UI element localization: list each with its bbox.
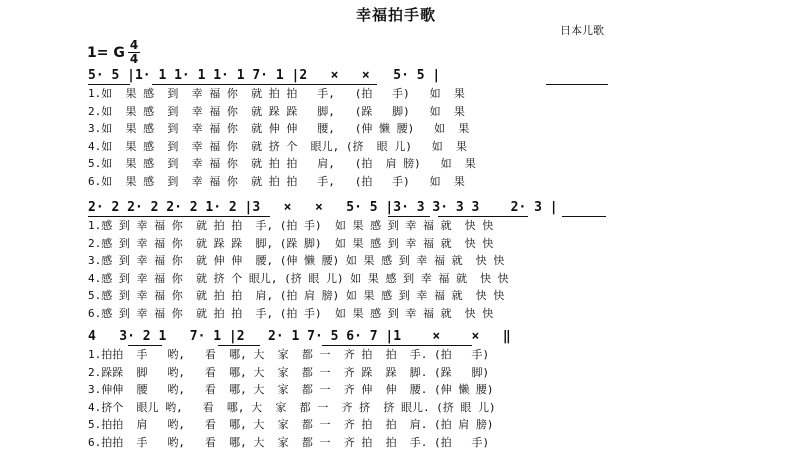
lyric-line-2-1: 1.感 到 幸 福 你 就 拍 拍 手, (拍 手) 如 果 感 到 幸 福 就 快 快 <box>88 219 494 232</box>
lyric-line-3-6: 6.拍拍 手 哟, 看 哪, 大 家 都 一 齐 拍 拍 手. (拍 手) <box>88 435 490 449</box>
score-system-2 <box>88 199 616 322</box>
lyric-line-1-3: 3.如 果 感 到 幸 福 你 就 伸 伸 腰, (伸 懒 腰) 如 果 <box>88 122 470 135</box>
lyric-line-3-3: 3.伸伸 腰 哟, 看 哪, 大 家 都 一 齐 伸 伸 腰. (伸 懒 腰) <box>88 383 494 396</box>
lyric-line-3-2: 2.跺跺 脚 哟, 看 哪, 大 家 都 一 齐 跺 跺 脚. (跺 脚) <box>88 365 490 379</box>
lyric-line-3-4: 4.挤个 眼儿 哟, 看 哪, 大 家 都 一 齐 挤 挤 眼儿. (挤 眼 儿) <box>88 400 496 414</box>
lyric-line-2-5: 5.感 到 幸 福 你 就 拍 拍 肩, (拍 肩 膀) 如 果 感 到 幸 福 就 快 快 <box>88 289 505 302</box>
meter-bottom: 4 <box>129 52 139 66</box>
lyric-line-1-4: 4.如 果 感 到 幸 福 你 就 挤 个 眼儿, (挤 眼 儿) 如 果 <box>88 139 468 153</box>
beam-line <box>218 345 260 346</box>
notation-line-3: 4 3· 2 1 7· 1 |2 2· 1 7· 5 6· 7 |1 × × ‖ <box>88 329 511 344</box>
lyric-line-3-5: 5.拍拍 肩 哟, 看 哪, 大 家 都 一 齐 拍 拍 肩. (拍 肩 膀) <box>88 418 494 431</box>
key-signature: 1= G <box>87 45 125 61</box>
beam-line <box>88 84 130 85</box>
lyric-line-2-3: 3.感 到 幸 福 你 就 伸 伸 腰, (伸 懒 腰) 如 果 感 到 幸 福 就 快 快 <box>88 254 505 267</box>
score-system-1 <box>88 67 616 190</box>
lyric-line-3-1: 1.拍拍 手 哟, 看 哪, 大 家 都 一 齐 拍 拍 手. (拍 手) <box>88 348 490 361</box>
song-credit: 日本儿歌 <box>560 24 604 37</box>
score-system-3 <box>88 328 616 451</box>
beam-line <box>546 84 608 85</box>
beam-line <box>388 216 430 217</box>
beam-line <box>322 345 472 346</box>
notation-line-1: 5· 5 |1· 1 1· 1 1· 1 7· 1 |2 × × 5· 5 | <box>88 68 441 83</box>
lyric-line-2-2: 2.感 到 幸 福 你 就 跺 跺 脚, (跺 脚) 如 果 感 到 幸 福 就 快 快 <box>88 236 494 250</box>
beam-line <box>128 345 162 346</box>
notation-line-2: 2· 2 2· 2 2· 2 1· 2 |3 × × 5· 5 |3· 3 3· 3 3 2· 3 | <box>88 200 558 215</box>
meter-top: 4 <box>129 38 139 52</box>
beam-line <box>152 84 377 85</box>
lyric-line-1-2: 2.如 果 感 到 幸 福 你 就 跺 跺 脚, (跺 脚) 如 果 <box>88 104 465 118</box>
time-signature <box>128 40 140 65</box>
lyric-line-1-5: 5.如 果 感 到 幸 福 你 就 拍 拍 肩, (拍 肩 膀) 如 果 <box>88 157 476 170</box>
song-title: 幸福拍手歌 <box>355 6 436 24</box>
beam-line <box>562 216 606 217</box>
beam-line <box>88 216 270 217</box>
lyric-line-2-6: 6.感 到 幸 福 你 就 拍 拍 手, (拍 手) 如 果 感 到 幸 福 就 快 快 <box>88 306 494 320</box>
lyric-line-1-1: 1.如 果 感 到 幸 福 你 就 拍 拍 手, (拍 手) 如 果 <box>88 87 465 100</box>
beam-line <box>438 216 528 217</box>
lyric-line-2-4: 4.感 到 幸 福 你 就 挤 个 眼儿, (挤 眼 儿) 如 果 感 到 幸 福 就 快 快 <box>88 271 509 285</box>
lyric-line-1-6: 6.如 果 感 到 幸 福 你 就 拍 拍 手, (拍 手) 如 果 <box>88 174 465 188</box>
